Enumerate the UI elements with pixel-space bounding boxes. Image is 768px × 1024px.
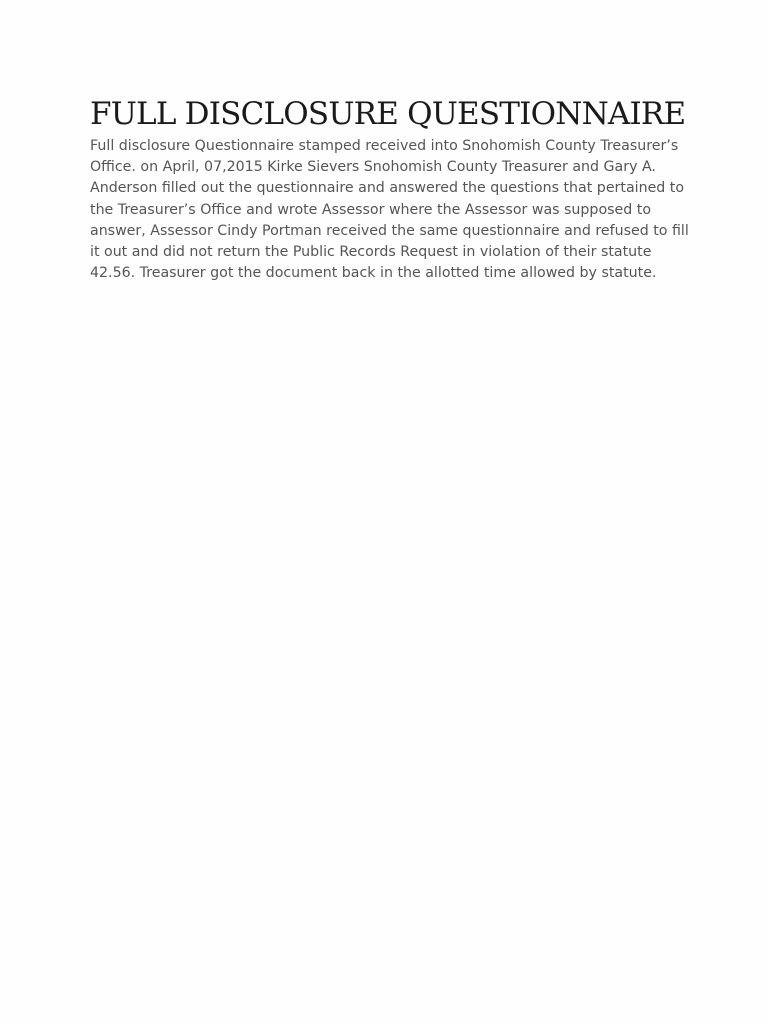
document-title: FULL DISCLOSURE QUESTIONNAIRE [90,96,686,132]
document-content [90,92,690,284]
document-body-paragraph: Full disclosure Questionnaire stamped received into Snohomish County Treasurer’s Office. on April, 07,2015 Kirke Sievers Snohomish County Treasurer and Gary A. Anderson filled out the questionnaire and answered the questions that pertained to the Treasurer’s Office and wrote Assessor where the Assessor was supposed to answer, Assessor Cindy Portman received the same questionnaire and refused to fill it out and did not return the Public Records Request in violation of their statute 42.56. Treasurer got the document back in the allotted time allowed by statute. [90,138,689,282]
